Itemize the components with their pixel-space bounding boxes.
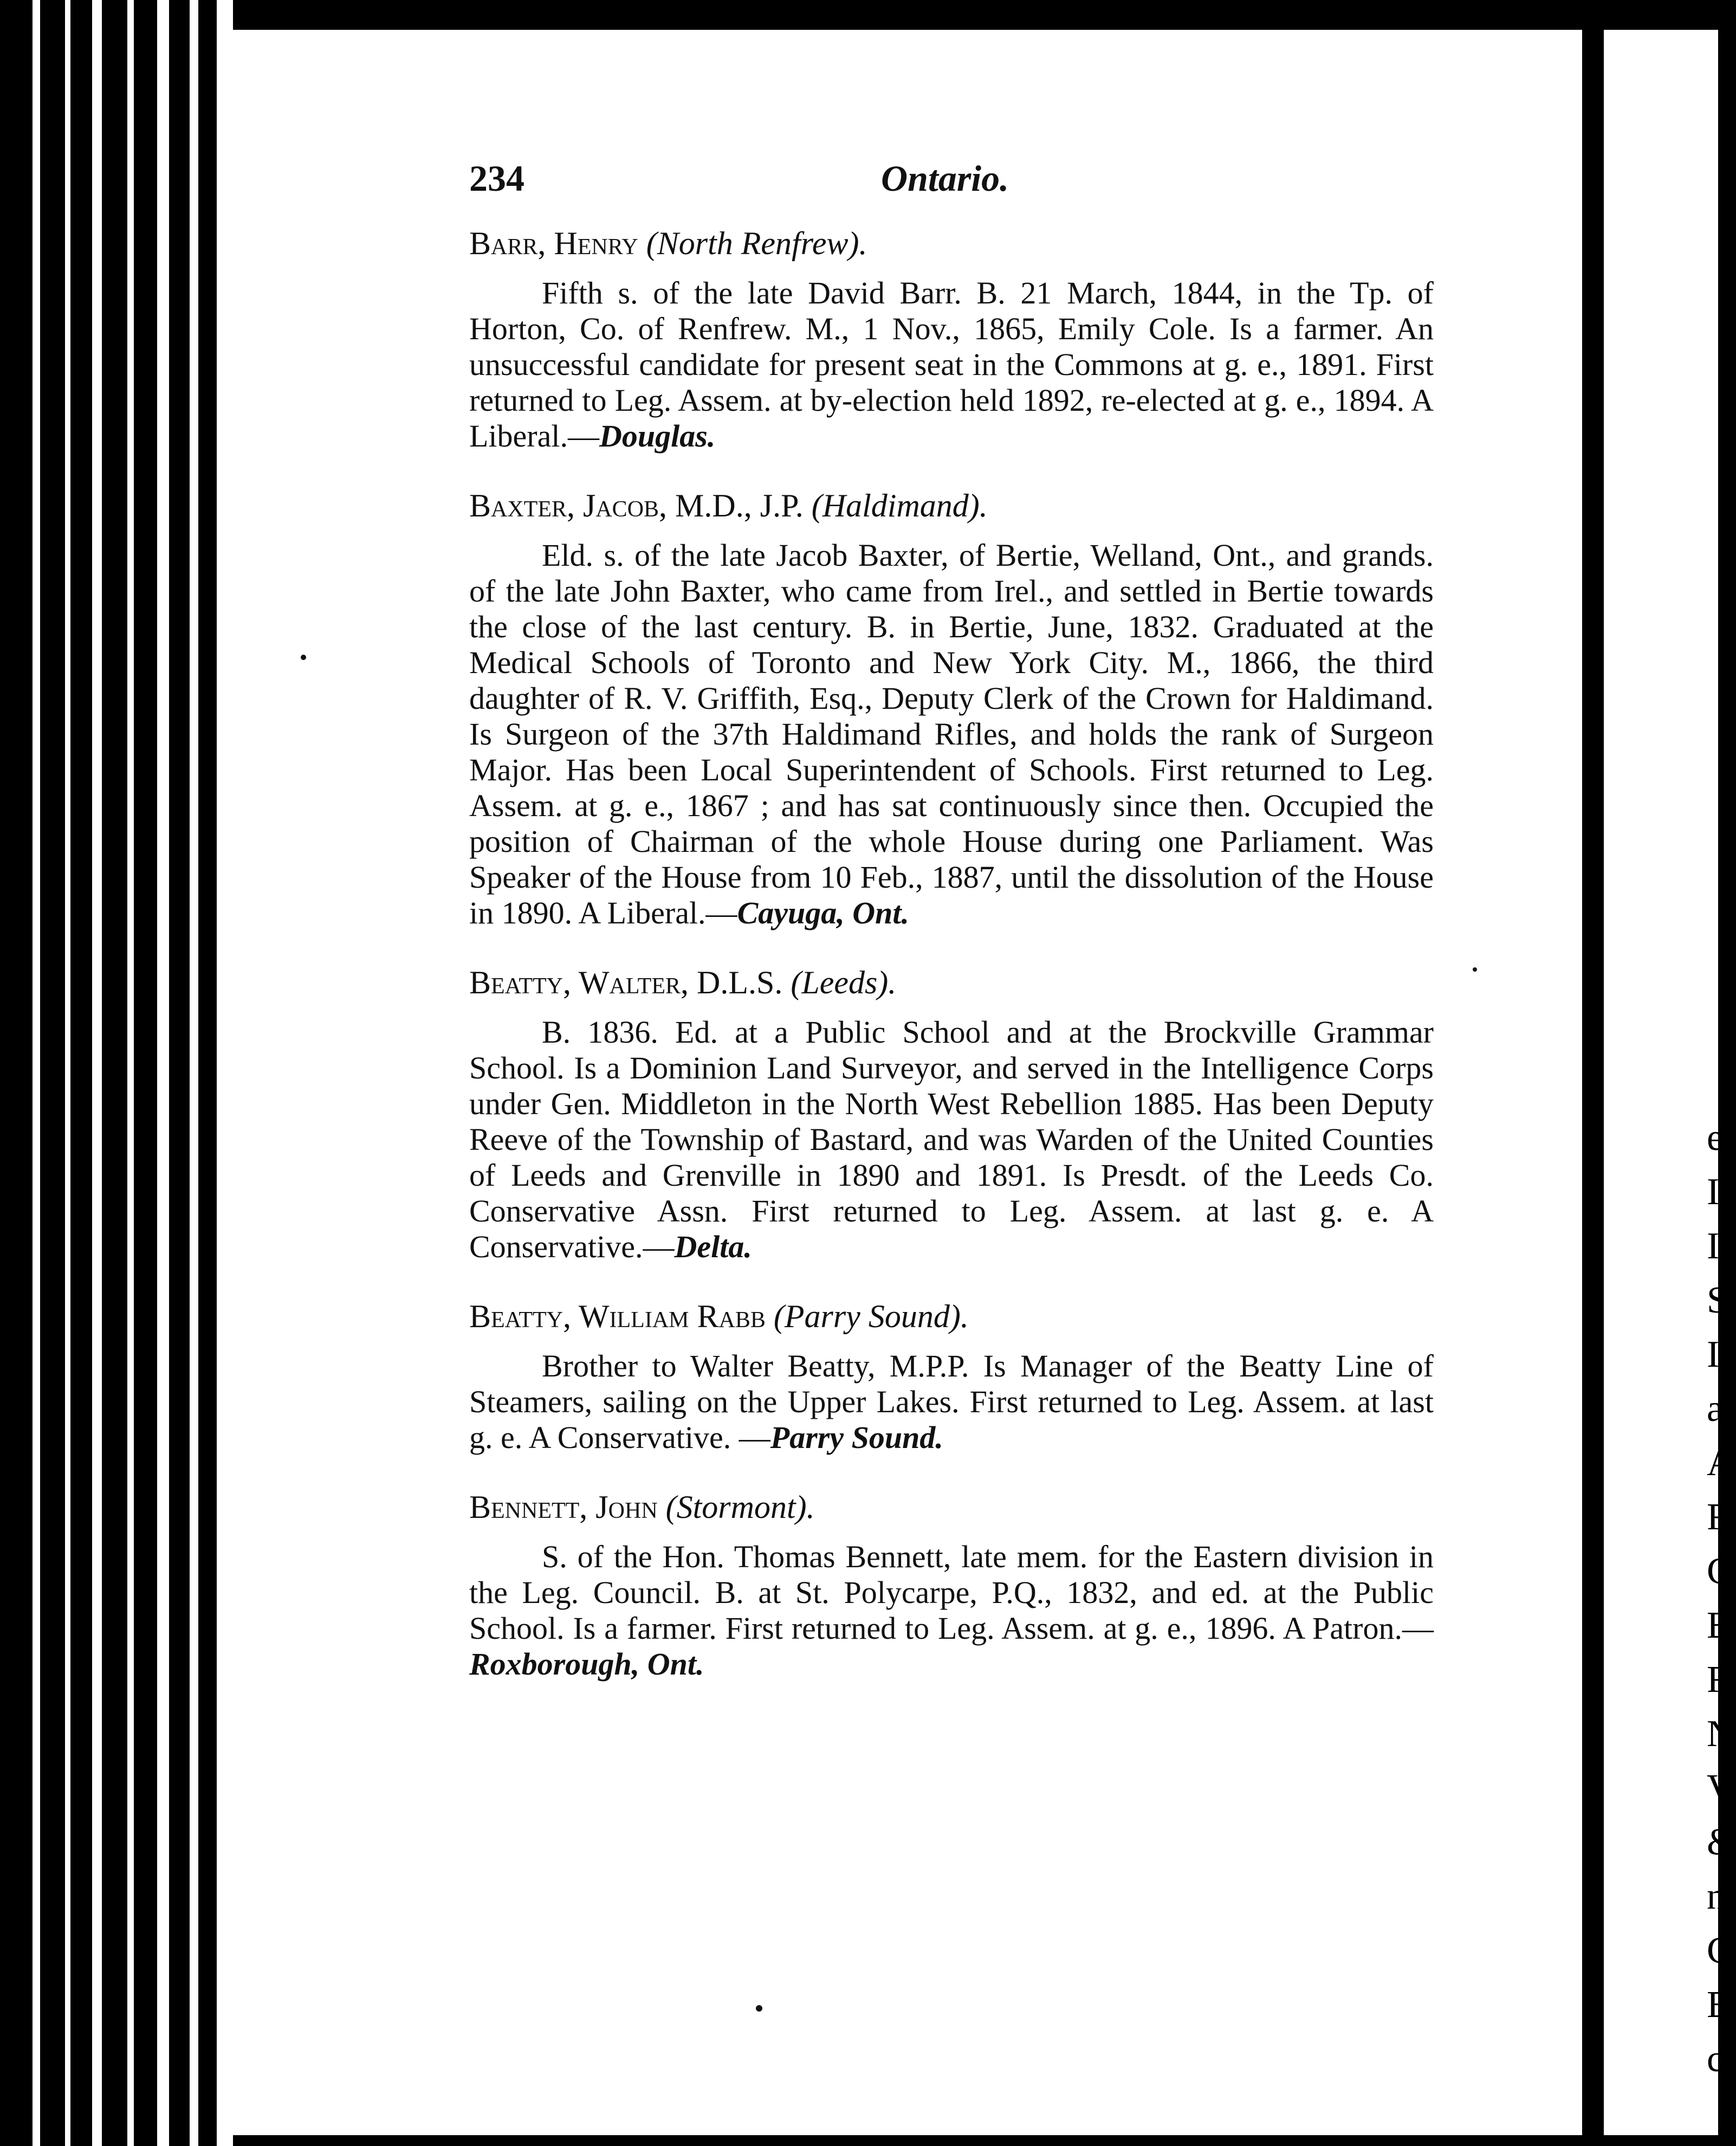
entry-heading xyxy=(469,1486,1434,1528)
entry-name: Beatty, Walter, D.L.S. xyxy=(469,965,783,1000)
entry-text: Fifth s. of the late David Barr. B. 21 March, 1844, in the Tp. of Horton, Co. of Renfrew. M., 1 Nov., 1865, Emily Cole. Is a farmer. An unsuccessful candidate for present seat in the Commons at g. e., 1891. First returned to Leg. Assem. at by-election held 1892, re-elected at g. e., 1894. A Liberal.—Douglas. xyxy=(469,275,1434,454)
entry-heading xyxy=(469,1295,1434,1337)
entry-barr xyxy=(469,222,1434,454)
entry-beatty-walter xyxy=(469,961,1434,1265)
entry-place: Cayuga, Ont. xyxy=(737,895,910,930)
entry-text: Eld. s. of the late Jacob Baxter, of Bertie, Welland, Ont., and grands. of the late John Baxter, who came from Irel., and settled in Bertie towards the close of the last century. B. in Bertie, June, 1832. Graduated at the Medical Schools of Toronto and New York City. M., 1866, the third daughter of R. V. Griffith, Esq., Deputy Clerk of the Crown for Haldimand. Is Surgeon of the 37th Haldimand Rifles, and holds the rank of Surgeon Major. Has been Local Superintendent of Schools. First returned to Leg. Assem. at g. e., 1867 ; and has sat continuously since then. Occupied the position of Chairman of the whole House during one Parliament. Was Speaker of the House from 10 Feb., 1887, until the dissolution of the House in 1890. A Liberal.—Cayuga, Ont. xyxy=(469,538,1434,930)
book-edge-left xyxy=(0,0,255,2146)
entry-constituency: (Stormont). xyxy=(665,1489,815,1525)
ink-speck xyxy=(756,2005,762,2012)
page-header xyxy=(469,157,1434,222)
entry-constituency: (Haldimand). xyxy=(811,488,988,523)
entry-heading xyxy=(469,961,1434,1004)
entry-place: Delta. xyxy=(674,1229,752,1264)
entry-text: Brother to Walter Beatty, M.P.P. Is Manager of the Beatty Line of Steamers, sailing on the Upper Lakes. First returned to Leg. Assem. at last g. e. A Conservative. —Parry Sound. xyxy=(469,1348,1434,1455)
entry-text: B. 1836. Ed. at a Public School and at the Brockville Grammar School. Is a Dominion Land Surveyor, and served in the Intelligence Corps under Gen. Middleton in the North West Rebellion 1885. Has been Deputy Reeve of the Township of Bastard, and was Warden of the United Counties of Leeds and Grenville in 1890 and 1891. Is Presdt. of the Leeds Co. Conservative Assn. First returned to Leg. Assem. at last g. e. A Conservative.—Delta. xyxy=(469,1014,1434,1264)
entry-name: Beatty, William Rabb xyxy=(469,1298,766,1334)
entry-text: S. of the Hon. Thomas Bennett, late mem. for the Eastern division in the Leg. Council. B. at St. Polycarpe, P.Q., 1832, and ed. at the Public School. Is a farmer. First returned to Leg. Assem. at g. e., 1896. A Patron.—Roxborough, Ont. xyxy=(469,1539,1434,1682)
entry-beatty-william xyxy=(469,1295,1434,1456)
entry-heading xyxy=(469,222,1434,264)
entry-constituency: (Leeds). xyxy=(791,965,897,1000)
ink-speck xyxy=(301,655,306,660)
entry-heading xyxy=(469,484,1434,527)
running-title: Ontario. xyxy=(881,158,1009,199)
entry-baxter xyxy=(469,484,1434,931)
entry-place: Parry Sound. xyxy=(770,1420,943,1455)
page-content xyxy=(469,157,1434,1712)
entry-constituency: (North Renfrew). xyxy=(646,225,867,261)
entry-constituency: (Parry Sound). xyxy=(773,1298,969,1334)
entry-name: Barr, Henry xyxy=(469,225,638,261)
ink-speck xyxy=(1473,967,1477,972)
adjacent-page-fragments: e I I S I a A F C E F N V & n C E c xyxy=(1707,1117,1736,2080)
entry-place: Douglas. xyxy=(599,418,716,454)
entry-bennett xyxy=(469,1486,1434,1682)
entry-name: Baxter, Jacob, M.D., J.P. xyxy=(469,488,804,523)
entry-place: Roxborough, Ont. xyxy=(469,1646,704,1682)
entry-name: Bennett, John xyxy=(469,1489,658,1525)
page-number: 234 xyxy=(469,158,524,199)
